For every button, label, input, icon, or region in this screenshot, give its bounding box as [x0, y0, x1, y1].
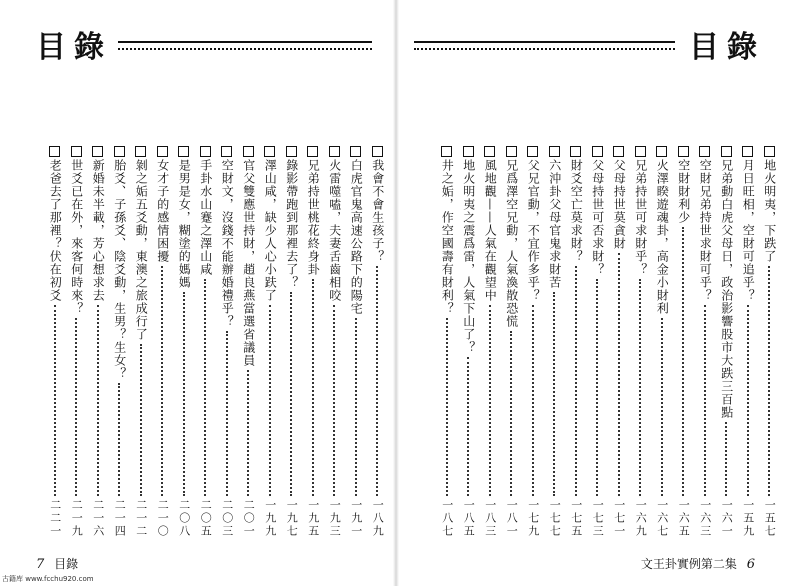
- checkbox-icon: [441, 146, 452, 157]
- toc-entry-page: 一八九: [371, 499, 385, 538]
- dot-leader: [97, 305, 99, 496]
- toc-entry-title: 財爻空亡莫求財？: [569, 159, 584, 263]
- left-footer-text: 目錄: [54, 557, 79, 571]
- checkbox-icon: [721, 146, 732, 157]
- right-toc-list: [418, 146, 780, 538]
- dot-leader: [226, 331, 228, 496]
- toc-entry-title: 空財財利少: [676, 159, 691, 224]
- checkbox-icon: [549, 146, 560, 157]
- dot-leader: [768, 266, 770, 496]
- toc-entry-page: 二二一: [48, 499, 62, 538]
- checkbox-icon: [592, 146, 603, 157]
- toc-entry-page: 一八三: [483, 499, 497, 538]
- toc-entry-title: 風地觀——人氣在觀望中: [483, 159, 498, 302]
- toc-entry-page: 二〇三: [220, 499, 234, 538]
- toc-entry-title: 手卦水山蹇之澤山咸: [198, 159, 213, 276]
- dot-leader: [333, 305, 335, 496]
- toc-entry[interactable]: [345, 146, 367, 538]
- toc-entry[interactable]: [109, 146, 131, 538]
- checkbox-icon: [243, 146, 254, 157]
- checkbox-icon: [678, 146, 689, 157]
- toc-entry-page: 一七七: [548, 499, 562, 538]
- dot-leader: [618, 253, 620, 496]
- dot-leader: [312, 279, 314, 496]
- toc-entry[interactable]: [673, 146, 695, 538]
- checkbox-icon: [264, 146, 275, 157]
- toc-entry-page: 一八一: [505, 499, 519, 538]
- dot-leader: [140, 344, 142, 496]
- toc-entry-title: 胎爻、子孫爻、陰爻動，生男？生女？: [112, 159, 127, 380]
- toc-entry[interactable]: [737, 146, 759, 538]
- toc-entry-title: 井之姤，作空國壽有財利？: [440, 159, 455, 315]
- toc-entry[interactable]: [522, 146, 544, 538]
- toc-entry-title: 空財文，沒錢不能辦婚禮乎？: [220, 159, 235, 328]
- toc-entry[interactable]: [302, 146, 324, 538]
- toc-entry-title: 是男是女，糊塗的媽媽: [177, 159, 192, 289]
- toc-entry[interactable]: [544, 146, 566, 538]
- dot-leader: [747, 305, 749, 496]
- toc-entry-title: 六沖卦父母官鬼求財苦: [547, 159, 562, 289]
- checkbox-icon: [200, 146, 211, 157]
- toc-entry[interactable]: [694, 146, 716, 538]
- dot-leader: [489, 305, 491, 496]
- dot-leader: [269, 305, 271, 496]
- toc-entry-page: 二一四: [113, 499, 127, 538]
- toc-entry[interactable]: [458, 146, 480, 538]
- toc-entry-title: 白虎官鬼高速公路下的陽宅: [349, 159, 364, 315]
- toc-entry-page: 二〇五: [199, 499, 213, 538]
- toc-entry[interactable]: [259, 146, 281, 538]
- toc-entry-title: 地火明夷，下跌了: [762, 159, 777, 263]
- dot-leader: [639, 279, 641, 496]
- checkbox-icon: [656, 146, 667, 157]
- toc-entry-title: 錄影帶跑到那裡去了？: [284, 159, 299, 289]
- checkbox-icon: [71, 146, 82, 157]
- dot-leader: [290, 292, 292, 496]
- toc-entry-page: 一九五: [306, 499, 320, 538]
- toc-entry[interactable]: [587, 146, 609, 538]
- toc-entry[interactable]: [324, 146, 346, 538]
- toc-entry-page: 二一〇: [156, 499, 170, 538]
- toc-entry-page: 二〇八: [177, 499, 191, 538]
- toc-entry-title: 澤山咸，缺少人心小趺了: [263, 159, 278, 302]
- left-page-title: 目錄: [36, 30, 112, 65]
- dot-leader: [247, 370, 249, 496]
- right-title-rule: [414, 41, 675, 50]
- checkbox-icon: [135, 146, 146, 157]
- toc-entry[interactable]: [651, 146, 673, 538]
- toc-entry-page: 一六一: [720, 499, 734, 538]
- dot-leader: [161, 266, 163, 496]
- checkbox-icon: [506, 146, 517, 157]
- toc-entry[interactable]: [281, 146, 303, 538]
- checkbox-icon: [157, 146, 168, 157]
- checkbox-icon: [92, 146, 103, 157]
- dot-leader: [682, 227, 684, 496]
- checkbox-icon: [329, 146, 340, 157]
- toc-entry-page: 一七五: [569, 499, 583, 538]
- book-spine: [393, 0, 399, 586]
- dot-leader: [596, 279, 598, 496]
- left-page-number: 7: [36, 557, 45, 572]
- dot-leader: [704, 305, 706, 496]
- checkbox-icon: [372, 146, 383, 157]
- toc-entry-title: 剝之姤五爻動，東澳之旅成行了: [134, 159, 149, 341]
- checkbox-icon: [221, 146, 232, 157]
- toc-entry-title: 空財兄弟持世求財可乎？: [698, 159, 713, 302]
- toc-entry-page: 一八七: [440, 499, 454, 538]
- checkbox-icon: [699, 146, 710, 157]
- right-footer-text: 文王卦實例第二集: [640, 557, 737, 571]
- toc-entry-page: 二〇一: [242, 499, 256, 538]
- toc-entry-page: 一六五: [677, 499, 691, 538]
- dot-leader: [467, 357, 469, 496]
- toc-entry-title: 火雷噬嗑，夫妻舌齒相咬: [327, 159, 342, 302]
- dot-leader: [118, 383, 120, 496]
- dot-leader: [510, 331, 512, 496]
- toc-entry[interactable]: [216, 146, 238, 538]
- toc-entry[interactable]: [630, 146, 652, 538]
- toc-entry-page: 一五九: [741, 499, 755, 538]
- toc-entry-page: 二一九: [70, 499, 84, 538]
- dot-leader: [661, 318, 663, 496]
- toc-entry[interactable]: [367, 146, 389, 538]
- toc-entry-page: 一九七: [285, 499, 299, 538]
- toc-entry-page: 二一二: [134, 499, 148, 538]
- toc-entry[interactable]: [759, 146, 781, 538]
- dot-leader: [355, 318, 357, 496]
- toc-entry-title: 兄弟動白虎父母日，政治影響股市大跌三百點: [719, 159, 734, 419]
- toc-entry-title: 我會不會生孩子？: [370, 159, 385, 263]
- toc-entry[interactable]: [238, 146, 260, 538]
- toc-entry[interactable]: [436, 146, 458, 538]
- toc-entry-title: 父母持世莫貪財: [612, 159, 627, 250]
- toc-entry-page: 一九一: [349, 499, 363, 538]
- toc-entry-page: 一七一: [612, 499, 626, 538]
- toc-entry-title: 月日旺相，空財可追乎？: [741, 159, 756, 302]
- toc-entry-page: 一九三: [328, 499, 342, 538]
- dot-leader: [575, 266, 577, 496]
- dot-leader: [204, 279, 206, 496]
- checkbox-icon: [742, 146, 753, 157]
- toc-entry[interactable]: [565, 146, 587, 538]
- toc-entry-title: 新婚未半載，芳心想求去: [91, 159, 106, 302]
- toc-entry-page: 一五七: [763, 499, 777, 538]
- right-page-number: 6: [746, 557, 755, 572]
- toc-entry[interactable]: [501, 146, 523, 538]
- toc-entry-page: 一七九: [526, 499, 540, 538]
- toc-entry[interactable]: [152, 146, 174, 538]
- toc-entry-page: 一七三: [591, 499, 605, 538]
- checkbox-icon: [484, 146, 495, 157]
- checkbox-icon: [613, 146, 624, 157]
- toc-entry[interactable]: [44, 146, 66, 538]
- right-page: [400, 0, 793, 586]
- dot-leader: [532, 305, 534, 496]
- right-footer: [641, 555, 761, 572]
- dot-leader: [54, 305, 56, 496]
- toc-entry-page: 一六九: [634, 499, 648, 538]
- watermark-text: 古籍库 www.fcchu920.com: [2, 575, 94, 583]
- checkbox-icon: [635, 146, 646, 157]
- toc-entry-page: 二一六: [91, 499, 105, 538]
- checkbox-icon: [286, 146, 297, 157]
- checkbox-icon: [350, 146, 361, 157]
- toc-entry-title: 老爸去了那裡？伏在初爻: [48, 159, 63, 302]
- checkbox-icon: [463, 146, 474, 157]
- toc-entry-title: 火澤睽遊魂卦，高金小財利: [655, 159, 670, 315]
- dot-leader: [183, 292, 185, 496]
- toc-entry[interactable]: [608, 146, 630, 538]
- toc-entry-title: 世爻已在外，來客何時來？: [69, 159, 84, 315]
- checkbox-icon: [527, 146, 538, 157]
- toc-entry-title: 女才子的感情困擾: [155, 159, 170, 263]
- toc-entry-title: 兄弟持世桃花終身卦: [306, 159, 321, 276]
- dot-leader: [725, 422, 727, 496]
- toc-entry-title: 兄爲澤空兄動，人氣渙散恐慌: [504, 159, 519, 328]
- toc-entry[interactable]: [130, 146, 152, 538]
- checkbox-icon: [49, 146, 60, 157]
- toc-entry[interactable]: [716, 146, 738, 538]
- dot-leader: [553, 292, 555, 496]
- toc-entry-page: 一九九: [263, 499, 277, 538]
- left-title-rule: [118, 41, 372, 50]
- toc-entry[interactable]: [195, 146, 217, 538]
- dot-leader: [446, 318, 448, 496]
- left-page: [0, 0, 392, 586]
- checkbox-icon: [570, 146, 581, 157]
- toc-entry-title: 父兄官動，不宜作多乎？: [526, 159, 541, 302]
- checkbox-icon: [178, 146, 189, 157]
- toc-entry-page: 一六七: [655, 499, 669, 538]
- checkbox-icon: [114, 146, 125, 157]
- checkbox-icon: [764, 146, 775, 157]
- toc-entry[interactable]: [479, 146, 501, 538]
- toc-entry-title: 官父雙應世持財，趙良燕當選省議員: [241, 159, 256, 367]
- toc-entry-page: 一八五: [462, 499, 476, 538]
- right-page-title: 目錄: [689, 30, 765, 65]
- toc-entry[interactable]: [173, 146, 195, 538]
- dot-leader: [376, 266, 378, 496]
- toc-entry-title: 父母持世可否求財？: [590, 159, 605, 276]
- dot-leader: [75, 318, 77, 496]
- toc-entry[interactable]: [66, 146, 88, 538]
- toc-entry[interactable]: [87, 146, 109, 538]
- checkbox-icon: [307, 146, 318, 157]
- toc-entry-title: 地火明夷之震爲雷，人氣下山了？: [461, 159, 476, 354]
- toc-entry-title: 兄弟持世可求財乎？: [633, 159, 648, 276]
- left-toc-list: [28, 146, 388, 538]
- toc-entry-page: 一六三: [698, 499, 712, 538]
- left-footer: [30, 555, 78, 572]
